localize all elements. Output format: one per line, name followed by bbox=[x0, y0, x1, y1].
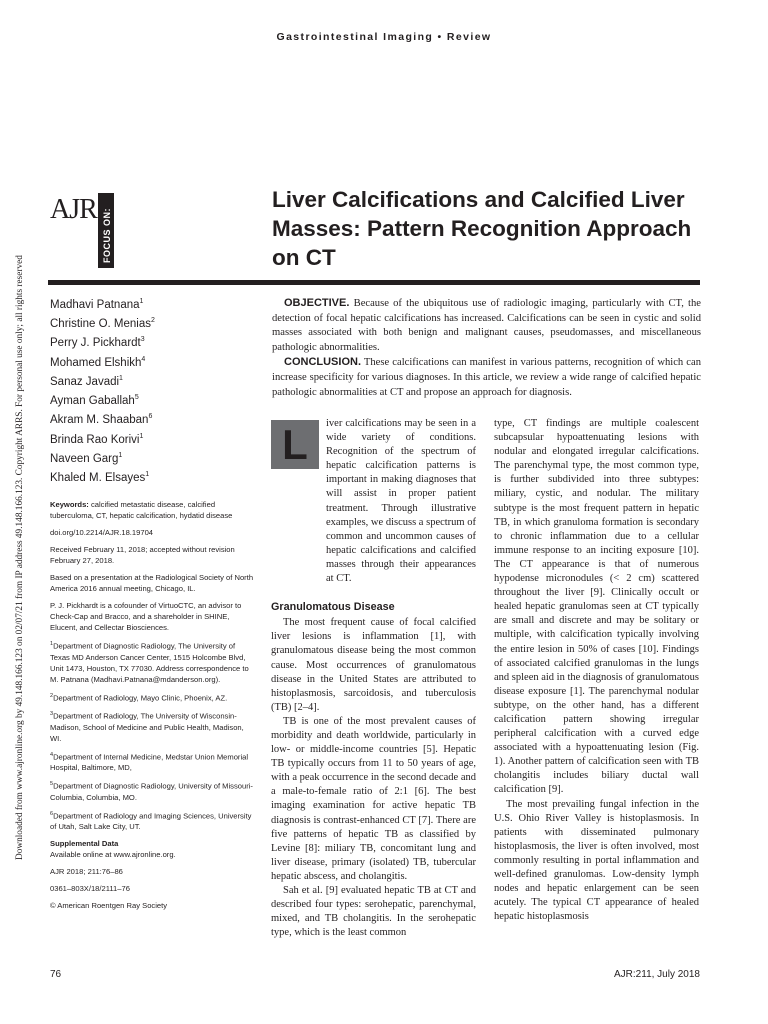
body-paragraph: The most prevailing fungal infection in the U.S. Ohio River Valley is histoplasmosis. In patients with disseminated pulmonary histoplasmosis, the liver is often involved, most commonly resulting in portal inflammation and well-defined granulomas. Low-density lymph nodes and hepatic enlargement can be seen acutely. The typical CT appearance of healed hepatic histoplasmosis bbox=[494, 798, 699, 923]
intro-paragraph: iver calcifications may be seen in a wide variety of conditions. Recognition of the spectrum of hepatic calcification patterns is important in making diagnoses that will assist in proper patient treatment. Through illustrative examples, we discuss a spectrum of common and uncommon causes of hepatic calcifications and calcified masses through their appearances at CT. bbox=[326, 418, 476, 585]
article-metadata bbox=[50, 499, 255, 917]
body-column-right bbox=[494, 417, 699, 924]
body-paragraph: The most frequent cause of focal calcified liver lesions is inflammation [1], with granulomatous disease being the most common cause. Most occurrences of granulomatous disease in the United States are attributed to histoplasmosis, sarcoidosis, and tuberculosis (TB) [2–4]. bbox=[271, 617, 476, 713]
logo-wordmark: AJR bbox=[50, 194, 97, 225]
section-heading: Granulomatous Disease bbox=[271, 601, 395, 614]
received-dates: Received February 11, 2018; accepted without revision February 27, 2018. bbox=[50, 545, 235, 565]
author: Brinda Rao Korivi$^1$ bbox=[50, 432, 144, 446]
running-header: Gastrointestinal Imaging • Review bbox=[276, 31, 492, 43]
author: Ayman Gaballah$^5$ bbox=[50, 394, 139, 407]
copyright: © American Roentgen Ray Society bbox=[50, 901, 168, 911]
doi: doi.org/10.2214/AJR.18.19704 bbox=[50, 528, 154, 537]
keywords: Keywords: calcified metastatic disease, calcified tuberculoma, CT, hepatic calcification, hydatid disease bbox=[50, 500, 233, 520]
body-paragraph: TB is one of the most prevalent causes of morbidity and death worldwide, particularly in low- or middle-income countries [5]. Hepatic TB typically occurs from 11 to 50 years of age, with a peak occurrence in the second decade and a male-to-female ratio of 2:1 [6]. The best imaging examination for active hepatic TB diagnosis is contrast-enhanced CT [7]. There are five patterns of hepatic TB as classified by Levine [8]: miliary TB, concomitant lung and liver disease, primary (isolated) TB, tubercular hepatic abscess, and cholangitis. bbox=[271, 715, 476, 882]
affiliation: $^1$Department of Diagnostic Radiology, The University of Texas MD Anderson Cancer Center, 1515 Holcombe Blvd, Unit 1473, Houston, TX 77030. Address correspondence to M. Patnana (Madhavi.Patnana@mdanderson.org). bbox=[50, 641, 249, 684]
author: Perry J. Pickhardt$^3$ bbox=[50, 336, 145, 350]
author: Naveen Garg$^1$ bbox=[50, 451, 123, 465]
author: Mohamed Elshikh$^4$ bbox=[50, 355, 146, 369]
logo-series-label: FOCUS ON: bbox=[102, 208, 112, 263]
article-title: Liver Calcifications and Calcified Liver Masses: Pattern Recognition Approach on CT bbox=[272, 187, 692, 270]
disclosure: P. J. Pickhardt is a cofounder of VirtuoCTC, an advisor to Check-Cap and Bracco, and a shareholder in SHINE, Elucent, and Cellectar Biosciences. bbox=[50, 601, 242, 632]
affiliation: $^5$Department of Diagnostic Radiology, University of Missouri-Columbia, Columbia, MO. bbox=[50, 781, 253, 802]
title-divider bbox=[48, 280, 700, 285]
body-paragraph: type, CT findings are multiple coalescent subcapsular hypoattenuating lesions with nodular and elongated irregular calcifications. The parenchymal type, the most common type, is further subdivided into three subtypes: miliary, cystic, and nodular. The military subtype is the most frequent pattern in hepatic TB, in which granuloma formation is secondary to chronic inflammation due to a cellular immune response to an inciting exposure [10]. The CT appearance is that of numerous hypodense micronodules (< 2 cm) scattered throughout the liver [9]. Clinically occult or healed hepatic granulomas seen at CT typically are small and discrete and may be solitary or multiple, with calcification typically involving the entire lesion in 50% of cases [10]. Findings of associated calcified granulomas in the lungs and spleen aid in the diagnosis of granulomatous disease exposure [1]. The parenchymal nodular subtype, on the other hand, has a different calcification pattern showing irregular peripheral calcification with a curved edge associated with a hypoattenuating lesion (Fig. 1). Another pattern of calcification seen with TB cholangitis includes biliary ductal wall calcification [9]. bbox=[494, 418, 700, 796]
author: Khaled M. Elsayes$^1$ bbox=[50, 471, 150, 484]
supplemental-heading: Supplemental Data bbox=[50, 839, 119, 849]
supplemental-text: Available online at www.ajronline.org. bbox=[50, 850, 176, 860]
affiliation: $^3$Department of Radiology, The University of Wisconsin-Madison, School of Medicine and Public Health, Madison, WI. bbox=[50, 711, 244, 743]
author: Madhavi Patnana$^1$ bbox=[50, 298, 144, 311]
author: Akram M. Shaaban$^6$ bbox=[50, 413, 153, 427]
citation: AJR 2018; 211:76–86 bbox=[50, 867, 123, 877]
author: Christine O. Menias$^2$ bbox=[50, 317, 155, 331]
affiliation: $^4$Department of Internal Medicine, Medstar Union Memorial Hospital, Baltimore, MD, bbox=[50, 751, 249, 773]
abstract-objective: OBJECTIVE. Because of the ubiquitous use of radiologic imaging, particularly with CT, the detection of focal hepatic calcifications has increased. Calcifications can be seen in cystic and solid masses associated with both benign and malignant causes, pseudomasses, and miscellaneous pathologic abnormalities. bbox=[272, 297, 701, 353]
download-notice: Downloaded from www.ajronline.org by 49.148.166.123 on 02/07/21 from IP address 49.148.166.123. Copyright ARRS. For personal use only; all rights reserved bbox=[15, 255, 25, 860]
abstract-conclusion: CONCLUSION. These calcifications can manifest in various patterns, recognition of which can increase specificity for various diagnoses. In this article, we review a wide range of calcified hepatic pathologic abnormalities at CT and propose an approach for diagnosis. bbox=[272, 356, 701, 398]
page-number: 76 bbox=[50, 969, 62, 980]
journal-issue: AJR:211, July 2018 bbox=[614, 969, 700, 980]
dropcap-letter: L bbox=[282, 421, 308, 468]
body-paragraph: Sah et al. [9] evaluated hepatic TB at CT and described four types: serohepatic, parenchymal, mixed, and TB cholangitis. In the serohepatic type, which is the least common bbox=[271, 885, 476, 939]
issn: 0361–803X/18/2111–76 bbox=[50, 884, 130, 894]
author: Sanaz Javadi$^1$ bbox=[50, 374, 123, 388]
journal-logo bbox=[50, 193, 120, 273]
body-column-left bbox=[271, 417, 476, 940]
affiliation: $^6$Department of Radiology and Imaging Sciences, University of Utah, Salt Lake City, UT. bbox=[50, 810, 252, 832]
affiliation: $^2$Department of Radiology, Mayo Clinic, Phoenix, AZ. bbox=[50, 692, 228, 703]
author-list bbox=[50, 294, 250, 486]
abstract bbox=[272, 296, 701, 400]
presentation-note: Based on a presentation at the Radiological Society of North America 2016 annual meeting, Chicago, IL. bbox=[50, 573, 254, 593]
